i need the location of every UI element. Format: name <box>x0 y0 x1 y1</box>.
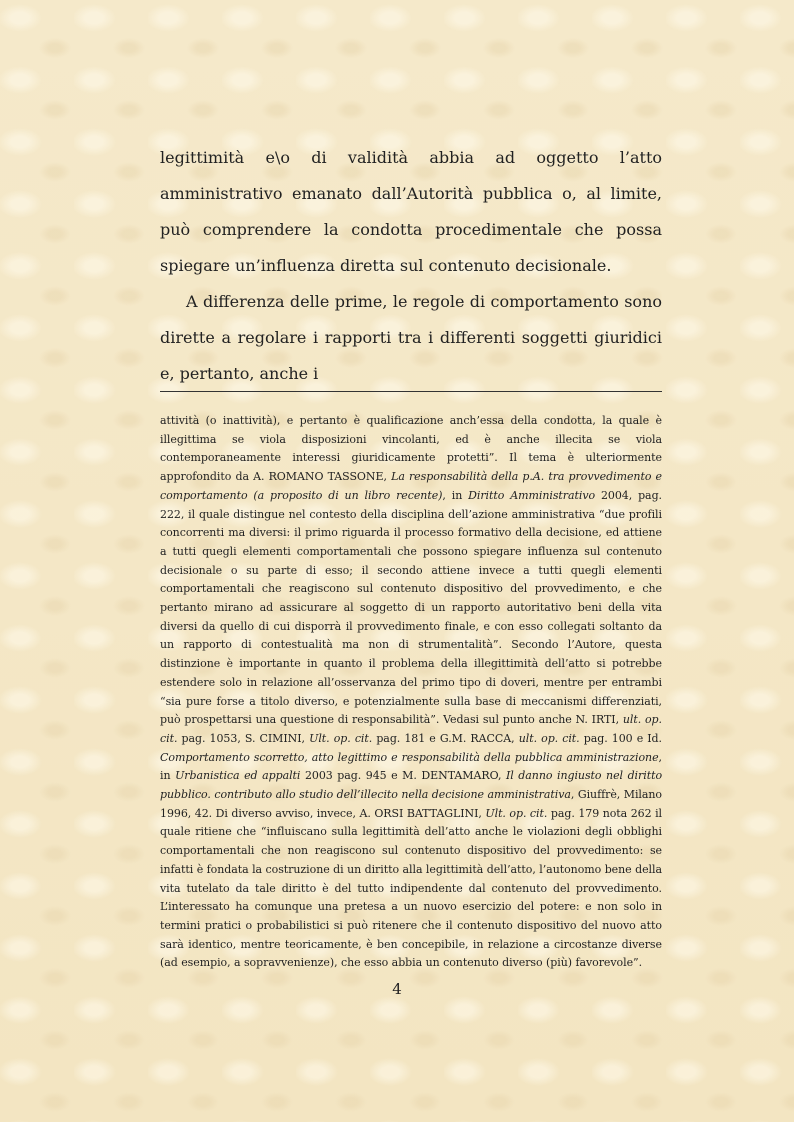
footnote-segment: pag. 181 e G.M. RACCA, <box>372 731 519 745</box>
paragraph-rules-of-conduct: A differenza delle prime, le regole di comportamento sono dirette a regolare i rapporti tra i differenti soggetti giuridici e, pertanto, anche i <box>160 292 662 383</box>
footnote-separator <box>160 391 662 392</box>
page-number: 4 <box>392 980 402 998</box>
footnote-citation-ref: ult. op. cit. <box>518 731 580 745</box>
footnote-segment: attività (o inattività), e pertanto è qualificazione anch’essa della condotta, la quale è illegittima se viola disposizioni vincolanti, ed è anche illecita se viola contemporaneamente interessi giuridicamente protetti”. Il tema è ulteriormente approfondito da A. ROMANO TASSONE, <box>160 414 662 484</box>
footnote-segment: pag. 179 nota 262 il quale ritiene che “influiscano sulla legittimità dell’atto anche le violazioni degli obblighi comportamentali che non reagiscono sul contenuto dispositivo del provvedimento: se infatti è fondata la costruzione di un diritto alla legittimità dell’atto, l’autonomo bene della vita tutelato da tale diritto è del tutto indipendente dal contenuto del provvedimento. L’interessato ha comunque una pretesa a un nuovo esercizio del potere: e non solo in termini pratici o probabilistici si può ritenere che il contenuto dispositivo del nuovo atto sarà identico, mentre teoricamente, è ben concepibile, in relazione a circostanze diverse (ad esempio, a sopravvenienze), che esso abbia un contenuto diverso (più) favorevole”. <box>160 806 663 970</box>
footnote-segment: , in <box>442 488 469 502</box>
footnote-citation-title: Il danno ingiusto nel diritto pubblico. contributo allo studio dell’illecito nella decisione amministrativa <box>160 769 663 802</box>
footnote-citation-title: Comportamento scorretto, atto legittimo e responsabilità della pubblica amministrazione <box>160 750 659 764</box>
footnote <box>160 412 662 973</box>
footnote-citation-ref: ult. op. cit. <box>160 713 662 745</box>
footnote-citation-title: Diritto Amministrativo <box>468 488 596 502</box>
footnote-citation-title: Urbanistica ed appalti <box>175 769 301 783</box>
main-text <box>160 140 662 392</box>
footnote-citation-ref: Ult. op. cit. <box>309 731 373 745</box>
footnote-text <box>160 412 662 973</box>
footnote-segment: , in <box>160 750 662 783</box>
footnote-segment: 2004, pag. 222, il quale distingue nel contesto della disciplina dell’azione amministrativa “due profili concorrenti ma diversi: il primo riguarda il processo formativo della decisione, ed attiene a tutti quegli elementi comportamentali che possono spiegare influenza sul contenuto decisionale o su parte di esso; il secondo attiene invece a tutti quegli elementi comportamentali che reagiscono sul contenuto dispositivo del provvedimento, e che pertanto mirano ad assicurare al soggetto di un rapporto autoritativo beni della vita diversi da quello di cui disporrà il provvedimento finale, e con esso collegati soltanto da un rapporto di contestualità ma non di strumentalità”. Secondo l’Autore, questa distinzione è importante in quanto il problema della illegittimità dell’atto si potrebbe estendere solo in relazione all’osservanza del primo tipo di doveri, mentre per entrambi “sia pure forse a titolo diverso, e potenzialmente sulla base di meccanismi differenziati, può prospettarsi una questione di responsabilità”. Vedasi sul punto anche N. IRTI, <box>160 488 663 727</box>
footnote-segment: , Giuffrè, Milano 1996, 42. Di diverso avviso, invece, A. ORSI BATTAGLINI, <box>160 788 662 820</box>
paragraph-continuation: legittimità e\o di validità abbia ad oggetto l’atto amministrativo emanato dall’Autorità pubblica o, al limite, può comprendere la condotta procedimentale che possa spiegare un’influenza diretta sul contenuto decisionale. <box>160 148 662 275</box>
footnote-citation-ref: Ult. op. cit. <box>485 806 548 820</box>
footnote-segment: pag. 1053, S. CIMINI, <box>177 731 310 745</box>
footnote-segment: 2003 pag. 945 e M. DENTAMARO, <box>300 769 506 783</box>
footnote-citation-title: La responsabilità della p.A. tra provvedimento e comportamento (a proposito di un libro recente) <box>160 470 662 502</box>
footnote-segment: pag. 100 e Id. <box>579 731 662 745</box>
